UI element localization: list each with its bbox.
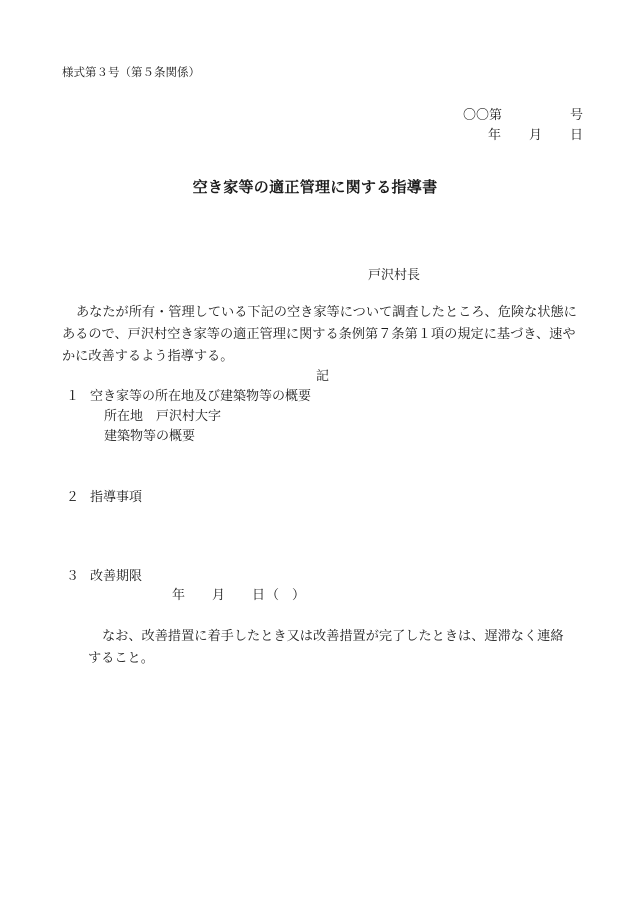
issue-date-day: 日 (570, 128, 584, 143)
document-title: 空き家等の適正管理に関する指導書 (192, 178, 438, 196)
form-label: 様式第３号（第５条関係） (62, 65, 200, 79)
section-1-heading (66, 385, 311, 404)
section-3-heading (66, 565, 142, 584)
body-line: あなたが所有・管理している下記の空き家等について調査したところ、危険な状態に (76, 305, 577, 320)
section-number: ３ (66, 569, 80, 584)
document-number-prefix: 〇〇第 (463, 108, 503, 123)
section-2-heading (66, 486, 142, 505)
location-value: 戸沢村大字 (156, 409, 222, 424)
document-number-suffix: 号 (569, 108, 583, 123)
section-title: 空き家等の所在地及び建築物等の概要 (90, 389, 312, 404)
note-line: すること。 (88, 651, 154, 666)
deadline-year: 年 (172, 588, 186, 603)
body-line: かに改善するよう指導する。 (62, 349, 234, 364)
issuer-name: 戸沢村長 (368, 268, 421, 283)
note-paragraph (88, 626, 588, 670)
section-title: 指導事項 (90, 490, 143, 505)
note-line: なお、改善措置に着手したとき又は改善措置が完了したときは、遅滞なく連絡 (102, 629, 564, 644)
issue-date-month: 月 (529, 128, 543, 143)
location-label: 所在地 (104, 409, 144, 424)
ki-heading: 記 (316, 369, 330, 384)
issue-date-year: 年 (488, 128, 502, 143)
body-line: あるので、戸沢村空き家等の適正管理に関する条例第７条第１項の規定に基づき、速や (62, 327, 576, 342)
deadline-day: 日 (252, 588, 266, 603)
deadline-weekday: （ ） (266, 588, 306, 603)
building-overview-row: 建築物等の概要 (104, 429, 196, 444)
section-title: 改善期限 (90, 569, 143, 584)
section-number: １ (66, 389, 80, 404)
body-paragraph (62, 302, 584, 368)
deadline-month: 月 (212, 588, 226, 603)
location-row (104, 405, 221, 424)
section-number: ２ (66, 490, 80, 505)
